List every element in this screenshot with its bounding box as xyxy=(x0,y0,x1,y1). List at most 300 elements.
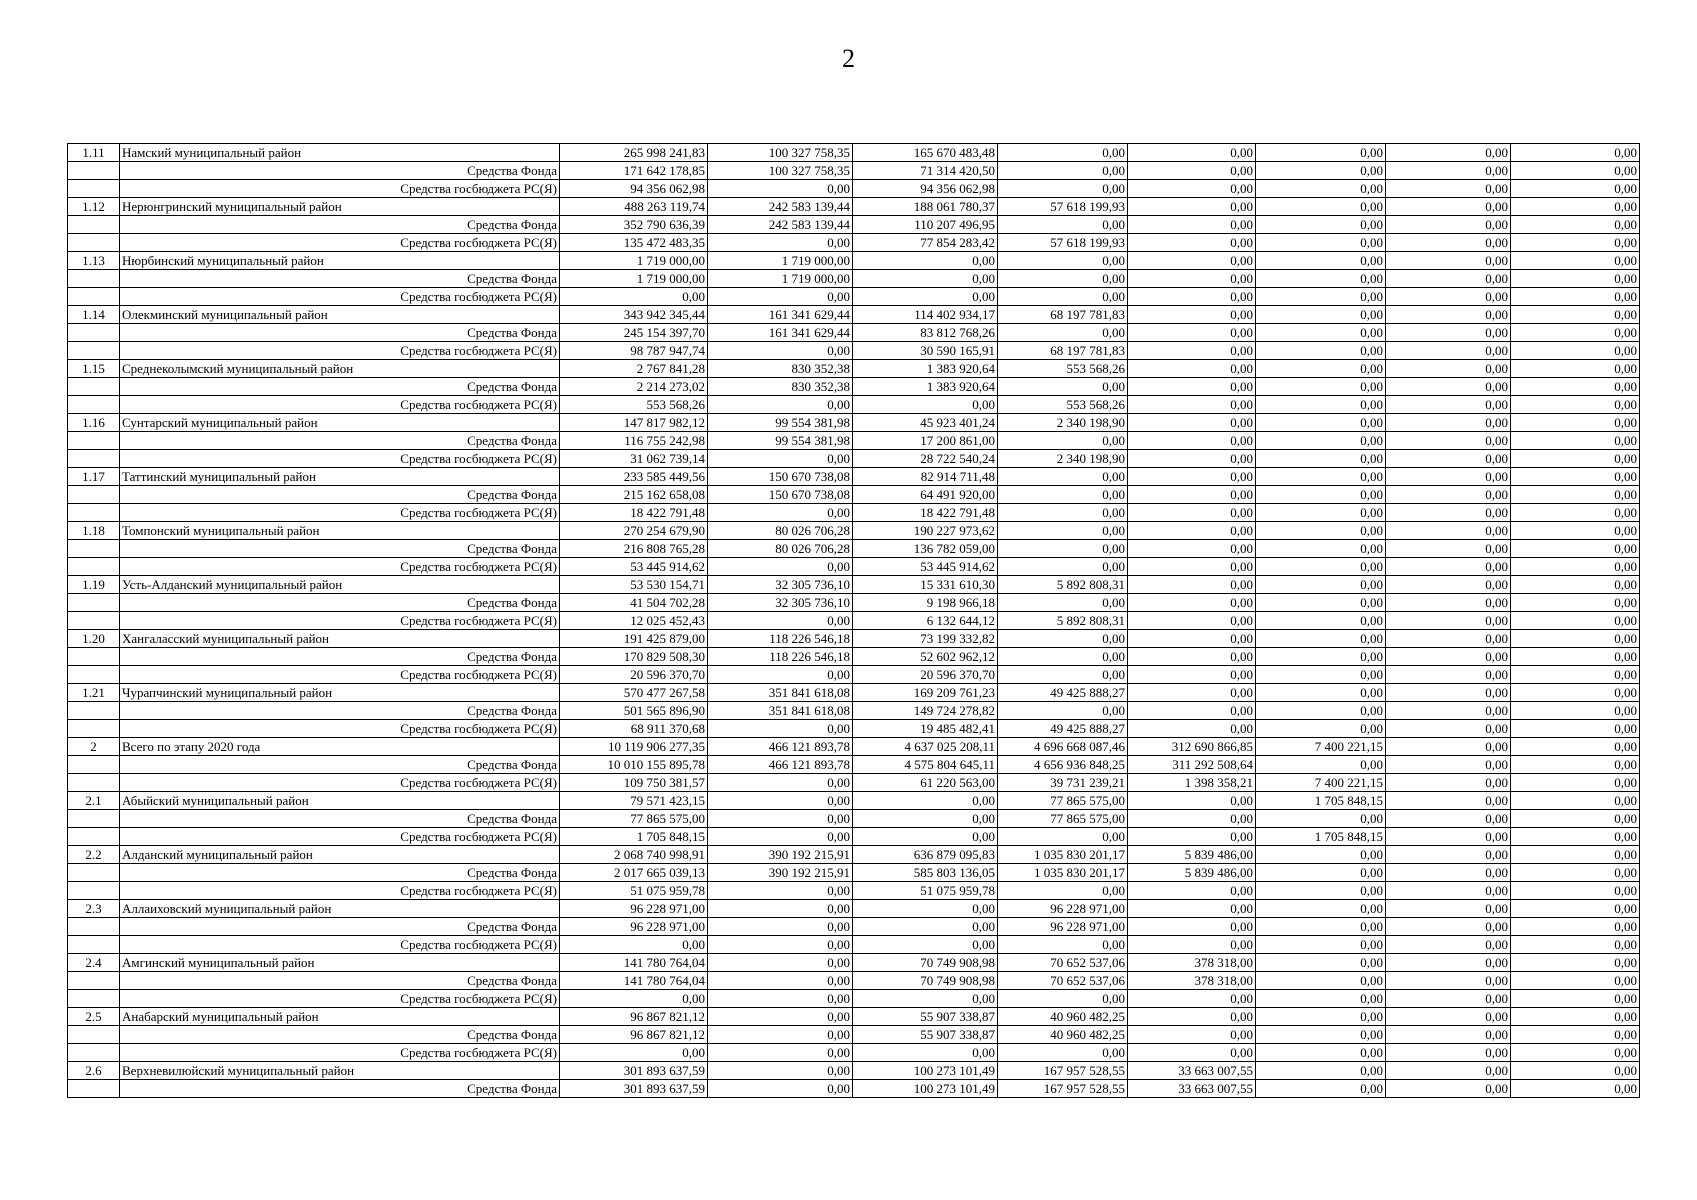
amount-cell: 49 425 888,27 xyxy=(998,684,1128,702)
row-number xyxy=(68,270,120,288)
amount-cell: 98 787 947,74 xyxy=(560,342,708,360)
amount-cell: 80 026 706,28 xyxy=(708,522,853,540)
amount-cell: 0,00 xyxy=(1386,792,1511,810)
row-number xyxy=(68,1044,120,1062)
amount-cell: 0,00 xyxy=(1386,1044,1511,1062)
amount-cell: 0,00 xyxy=(1128,270,1256,288)
amount-cell: 0,00 xyxy=(1128,180,1256,198)
funding-source-label: Средства госбюджета РС(Я) xyxy=(120,1044,560,1062)
district-name: Аллаиховский муниципальный район xyxy=(120,900,560,918)
amount-cell: 0,00 xyxy=(998,702,1128,720)
amount-cell: 0,00 xyxy=(1386,990,1511,1008)
amount-cell: 100 327 758,35 xyxy=(708,144,853,162)
amount-cell: 20 596 370,70 xyxy=(560,666,708,684)
amount-cell: 0,00 xyxy=(1511,1062,1640,1080)
amount-cell: 1 719 000,00 xyxy=(708,252,853,270)
amount-cell: 0,00 xyxy=(853,1044,998,1062)
amount-cell: 0,00 xyxy=(708,882,853,900)
funding-source-label: Средства Фонда xyxy=(120,594,560,612)
amount-cell: 0,00 xyxy=(1511,540,1640,558)
amount-cell: 0,00 xyxy=(1511,396,1640,414)
amount-cell: 6 132 644,12 xyxy=(853,612,998,630)
amount-cell: 0,00 xyxy=(1256,162,1386,180)
amount-cell: 0,00 xyxy=(1256,882,1386,900)
funding-source-label: Средства госбюджета РС(Я) xyxy=(120,612,560,630)
funding-source-label: Средства госбюджета РС(Я) xyxy=(120,558,560,576)
amount-cell: 0,00 xyxy=(708,504,853,522)
amount-cell: 0,00 xyxy=(1256,306,1386,324)
row-number xyxy=(68,486,120,504)
amount-cell: 265 998 241,83 xyxy=(560,144,708,162)
row-number xyxy=(68,162,120,180)
amount-cell: 466 121 893,78 xyxy=(708,738,853,756)
amount-cell: 51 075 959,78 xyxy=(853,882,998,900)
amount-cell: 0,00 xyxy=(1128,1044,1256,1062)
amount-cell: 165 670 483,48 xyxy=(853,144,998,162)
amount-cell: 0,00 xyxy=(998,144,1128,162)
amount-cell: 0,00 xyxy=(1256,1062,1386,1080)
amount-cell: 0,00 xyxy=(708,558,853,576)
funding-source-label: Средства Фонда xyxy=(120,702,560,720)
amount-cell: 0,00 xyxy=(1511,666,1640,684)
table-subrow xyxy=(68,504,1640,522)
amount-cell: 31 062 739,14 xyxy=(560,450,708,468)
amount-cell: 141 780 764,04 xyxy=(560,954,708,972)
amount-cell: 0,00 xyxy=(998,270,1128,288)
amount-cell: 0,00 xyxy=(1386,954,1511,972)
amount-cell: 0,00 xyxy=(1511,630,1640,648)
district-name: Верхневилюйский муниципальный район xyxy=(120,1062,560,1080)
funding-source-label: Средства госбюджета РС(Я) xyxy=(120,882,560,900)
amount-cell: 68 197 781,83 xyxy=(998,306,1128,324)
amount-cell: 0,00 xyxy=(1128,882,1256,900)
amount-cell: 0,00 xyxy=(1128,576,1256,594)
amount-cell: 0,00 xyxy=(998,486,1128,504)
amount-cell: 147 817 982,12 xyxy=(560,414,708,432)
row-number xyxy=(68,1080,120,1098)
row-number xyxy=(68,972,120,990)
district-name: Олекминский муниципальный район xyxy=(120,306,560,324)
amount-cell: 0,00 xyxy=(1511,162,1640,180)
amount-cell: 0,00 xyxy=(1386,558,1511,576)
amount-cell: 0,00 xyxy=(560,288,708,306)
amount-cell: 0,00 xyxy=(1386,594,1511,612)
table-row xyxy=(68,738,1640,756)
funding-source-label: Средства госбюджета РС(Я) xyxy=(120,720,560,738)
amount-cell: 55 907 338,87 xyxy=(853,1026,998,1044)
row-number: 1.16 xyxy=(68,414,120,432)
amount-cell: 0,00 xyxy=(1128,144,1256,162)
amount-cell: 9 198 966,18 xyxy=(853,594,998,612)
amount-cell: 55 907 338,87 xyxy=(853,1008,998,1026)
amount-cell: 7 400 221,15 xyxy=(1256,774,1386,792)
amount-cell: 0,00 xyxy=(1128,720,1256,738)
amount-cell: 0,00 xyxy=(708,990,853,1008)
funding-source-label: Средства Фонда xyxy=(120,486,560,504)
amount-cell: 0,00 xyxy=(708,234,853,252)
row-number xyxy=(68,342,120,360)
amount-cell: 167 957 528,55 xyxy=(998,1080,1128,1098)
amount-cell: 0,00 xyxy=(1128,504,1256,522)
amount-cell: 99 554 381,98 xyxy=(708,432,853,450)
amount-cell: 501 565 896,90 xyxy=(560,702,708,720)
amount-cell: 0,00 xyxy=(1128,486,1256,504)
amount-cell: 0,00 xyxy=(1386,846,1511,864)
amount-cell: 245 154 397,70 xyxy=(560,324,708,342)
amount-cell: 1 719 000,00 xyxy=(708,270,853,288)
amount-cell: 0,00 xyxy=(1386,486,1511,504)
amount-cell: 1 035 830 201,17 xyxy=(998,846,1128,864)
funding-source-label: Средства госбюджета РС(Я) xyxy=(120,288,560,306)
amount-cell: 100 273 101,49 xyxy=(853,1062,998,1080)
amount-cell: 0,00 xyxy=(1386,270,1511,288)
amount-cell: 0,00 xyxy=(1386,918,1511,936)
district-name: Нюрбинский муниципальный район xyxy=(120,252,560,270)
table-subrow xyxy=(68,540,1640,558)
amount-cell: 0,00 xyxy=(1386,432,1511,450)
amount-cell: 0,00 xyxy=(1511,918,1640,936)
row-number: 2.3 xyxy=(68,900,120,918)
amount-cell: 100 273 101,49 xyxy=(853,1080,998,1098)
row-number xyxy=(68,702,120,720)
amount-cell: 96 228 971,00 xyxy=(998,918,1128,936)
amount-cell: 0,00 xyxy=(998,288,1128,306)
table-row xyxy=(68,576,1640,594)
amount-cell: 0,00 xyxy=(853,270,998,288)
amount-cell: 0,00 xyxy=(1128,648,1256,666)
amount-cell: 0,00 xyxy=(998,594,1128,612)
amount-cell: 830 352,38 xyxy=(708,378,853,396)
amount-cell: 73 199 332,82 xyxy=(853,630,998,648)
row-number: 1.17 xyxy=(68,468,120,486)
funding-source-label: Средства Фонда xyxy=(120,540,560,558)
amount-cell: 39 731 239,21 xyxy=(998,774,1128,792)
funding-source-label: Средства Фонда xyxy=(120,324,560,342)
amount-cell: 0,00 xyxy=(1511,504,1640,522)
amount-cell: 96 867 821,12 xyxy=(560,1008,708,1026)
row-number: 1.18 xyxy=(68,522,120,540)
table-subrow xyxy=(68,594,1640,612)
amount-cell: 0,00 xyxy=(998,558,1128,576)
table-row xyxy=(68,1062,1640,1080)
amount-cell: 352 790 636,39 xyxy=(560,216,708,234)
amount-cell: 1 383 920,64 xyxy=(853,360,998,378)
amount-cell: 0,00 xyxy=(1256,684,1386,702)
amount-cell: 0,00 xyxy=(708,972,853,990)
table-subrow xyxy=(68,324,1640,342)
table-row xyxy=(68,846,1640,864)
amount-cell: 0,00 xyxy=(708,1080,853,1098)
amount-cell: 49 425 888,27 xyxy=(998,720,1128,738)
funding-source-label: Средства госбюджета РС(Я) xyxy=(120,396,560,414)
table-subrow xyxy=(68,756,1640,774)
amount-cell: 0,00 xyxy=(1256,234,1386,252)
amount-cell: 0,00 xyxy=(1256,324,1386,342)
row-number xyxy=(68,288,120,306)
row-number xyxy=(68,612,120,630)
amount-cell: 161 341 629,44 xyxy=(708,324,853,342)
amount-cell: 68 197 781,83 xyxy=(998,342,1128,360)
row-number xyxy=(68,666,120,684)
row-number xyxy=(68,324,120,342)
funding-source-label: Средства Фонда xyxy=(120,810,560,828)
amount-cell: 0,00 xyxy=(1511,774,1640,792)
amount-cell: 0,00 xyxy=(1128,162,1256,180)
amount-cell: 0,00 xyxy=(1128,198,1256,216)
amount-cell: 0,00 xyxy=(1386,720,1511,738)
amount-cell: 2 340 198,90 xyxy=(998,414,1128,432)
funding-source-label: Средства Фонда xyxy=(120,270,560,288)
amount-cell: 0,00 xyxy=(1256,198,1386,216)
amount-cell: 0,00 xyxy=(1511,864,1640,882)
amount-cell: 0,00 xyxy=(1386,576,1511,594)
amount-cell: 0,00 xyxy=(1511,1026,1640,1044)
amount-cell: 0,00 xyxy=(1128,918,1256,936)
district-name: Усть-Алданский муниципальный район xyxy=(120,576,560,594)
row-number xyxy=(68,504,120,522)
amount-cell: 0,00 xyxy=(998,378,1128,396)
amount-cell: 32 305 736,10 xyxy=(708,576,853,594)
amount-cell: 0,00 xyxy=(1128,810,1256,828)
amount-cell: 118 226 546,18 xyxy=(708,648,853,666)
row-number xyxy=(68,918,120,936)
amount-cell: 0,00 xyxy=(1511,468,1640,486)
amount-cell: 0,00 xyxy=(708,450,853,468)
row-number: 2.1 xyxy=(68,792,120,810)
row-number: 2.2 xyxy=(68,846,120,864)
row-number: 1.11 xyxy=(68,144,120,162)
amount-cell: 0,00 xyxy=(1386,468,1511,486)
amount-cell: 0,00 xyxy=(1386,756,1511,774)
amount-cell: 33 663 007,55 xyxy=(1128,1080,1256,1098)
amount-cell: 0,00 xyxy=(1386,396,1511,414)
amount-cell: 1 705 848,15 xyxy=(1256,828,1386,846)
amount-cell: 0,00 xyxy=(708,810,853,828)
amount-cell: 0,00 xyxy=(1511,936,1640,954)
amount-cell: 0,00 xyxy=(1256,378,1386,396)
amount-cell: 0,00 xyxy=(1386,378,1511,396)
table-row xyxy=(68,360,1640,378)
amount-cell: 0,00 xyxy=(1386,936,1511,954)
amount-cell: 40 960 482,25 xyxy=(998,1026,1128,1044)
row-number xyxy=(68,378,120,396)
budget-table xyxy=(67,143,1640,1098)
amount-cell: 0,00 xyxy=(1256,918,1386,936)
amount-cell: 0,00 xyxy=(1256,144,1386,162)
amount-cell: 1 719 000,00 xyxy=(560,252,708,270)
amount-cell: 0,00 xyxy=(1256,594,1386,612)
amount-cell: 0,00 xyxy=(1128,540,1256,558)
amount-cell: 0,00 xyxy=(1511,900,1640,918)
table-row xyxy=(68,306,1640,324)
amount-cell: 2 214 273,02 xyxy=(560,378,708,396)
table-subrow xyxy=(68,216,1640,234)
table-subrow xyxy=(68,180,1640,198)
amount-cell: 0,00 xyxy=(1386,774,1511,792)
amount-cell: 0,00 xyxy=(1511,378,1640,396)
amount-cell: 0,00 xyxy=(1511,612,1640,630)
table-subrow xyxy=(68,1026,1640,1044)
amount-cell: 0,00 xyxy=(708,918,853,936)
amount-cell: 0,00 xyxy=(1128,324,1256,342)
amount-cell: 82 914 711,48 xyxy=(853,468,998,486)
amount-cell: 0,00 xyxy=(1128,468,1256,486)
row-number xyxy=(68,828,120,846)
amount-cell: 0,00 xyxy=(1511,198,1640,216)
amount-cell: 0,00 xyxy=(998,990,1128,1008)
amount-cell: 0,00 xyxy=(1511,576,1640,594)
funding-source-label: Средства Фонда xyxy=(120,432,560,450)
amount-cell: 5 839 486,00 xyxy=(1128,864,1256,882)
amount-cell: 0,00 xyxy=(998,504,1128,522)
amount-cell: 77 865 575,00 xyxy=(560,810,708,828)
amount-cell: 1 719 000,00 xyxy=(560,270,708,288)
table-subrow xyxy=(68,648,1640,666)
funding-source-label: Средства Фонда xyxy=(120,216,560,234)
amount-cell: 0,00 xyxy=(1386,684,1511,702)
row-number: 1.15 xyxy=(68,360,120,378)
amount-cell: 0,00 xyxy=(853,792,998,810)
amount-cell: 0,00 xyxy=(1256,972,1386,990)
amount-cell: 0,00 xyxy=(1511,432,1640,450)
amount-cell: 233 585 449,56 xyxy=(560,468,708,486)
amount-cell: 0,00 xyxy=(998,936,1128,954)
district-name: Сунтарский муниципальный район xyxy=(120,414,560,432)
funding-source-label: Средства госбюджета РС(Я) xyxy=(120,666,560,684)
amount-cell: 118 226 546,18 xyxy=(708,630,853,648)
amount-cell: 0,00 xyxy=(1386,1080,1511,1098)
amount-cell: 0,00 xyxy=(1511,702,1640,720)
row-number xyxy=(68,864,120,882)
amount-cell: 0,00 xyxy=(998,180,1128,198)
amount-cell: 1 035 830 201,17 xyxy=(998,864,1128,882)
amount-cell: 0,00 xyxy=(1128,828,1256,846)
table-row xyxy=(68,468,1640,486)
amount-cell: 0,00 xyxy=(1256,270,1386,288)
funding-source-label: Средства госбюджета РС(Я) xyxy=(120,936,560,954)
amount-cell: 30 590 165,91 xyxy=(853,342,998,360)
amount-cell: 0,00 xyxy=(1386,630,1511,648)
row-number: 1.14 xyxy=(68,306,120,324)
amount-cell: 0,00 xyxy=(1128,342,1256,360)
amount-cell: 4 696 668 087,46 xyxy=(998,738,1128,756)
funding-source-label: Средства госбюджета РС(Я) xyxy=(120,180,560,198)
district-name: Всего по этапу 2020 года xyxy=(120,738,560,756)
amount-cell: 0,00 xyxy=(1256,360,1386,378)
amount-cell: 0,00 xyxy=(853,828,998,846)
amount-cell: 0,00 xyxy=(560,936,708,954)
row-number: 1.13 xyxy=(68,252,120,270)
amount-cell: 18 422 791,48 xyxy=(560,504,708,522)
amount-cell: 0,00 xyxy=(1128,594,1256,612)
amount-cell: 10 119 906 277,35 xyxy=(560,738,708,756)
table-subrow xyxy=(68,666,1640,684)
amount-cell: 5 892 808,31 xyxy=(998,612,1128,630)
amount-cell: 0,00 xyxy=(1128,666,1256,684)
amount-cell: 0,00 xyxy=(1386,612,1511,630)
amount-cell: 0,00 xyxy=(1386,504,1511,522)
amount-cell: 0,00 xyxy=(708,1062,853,1080)
amount-cell: 0,00 xyxy=(1256,396,1386,414)
amount-cell: 10 010 155 895,78 xyxy=(560,756,708,774)
amount-cell: 0,00 xyxy=(1256,540,1386,558)
amount-cell: 215 162 658,08 xyxy=(560,486,708,504)
amount-cell: 7 400 221,15 xyxy=(1256,738,1386,756)
row-number xyxy=(68,1026,120,1044)
amount-cell: 0,00 xyxy=(1386,360,1511,378)
amount-cell: 4 656 936 848,25 xyxy=(998,756,1128,774)
amount-cell: 171 642 178,85 xyxy=(560,162,708,180)
row-number: 1.19 xyxy=(68,576,120,594)
row-number xyxy=(68,594,120,612)
table-row xyxy=(68,1008,1640,1026)
amount-cell: 61 220 563,00 xyxy=(853,774,998,792)
row-number xyxy=(68,936,120,954)
amount-cell: 0,00 xyxy=(708,288,853,306)
amount-cell: 0,00 xyxy=(1128,990,1256,1008)
amount-cell: 141 780 764,04 xyxy=(560,972,708,990)
amount-cell: 0,00 xyxy=(1511,180,1640,198)
amount-cell: 0,00 xyxy=(1128,252,1256,270)
amount-cell: 0,00 xyxy=(1386,810,1511,828)
amount-cell: 466 121 893,78 xyxy=(708,756,853,774)
amount-cell: 0,00 xyxy=(708,936,853,954)
amount-cell: 0,00 xyxy=(998,468,1128,486)
amount-cell: 0,00 xyxy=(1386,414,1511,432)
amount-cell: 0,00 xyxy=(998,522,1128,540)
amount-cell: 0,00 xyxy=(1386,900,1511,918)
amount-cell: 116 755 242,98 xyxy=(560,432,708,450)
district-name: Нерюнгринский муниципальный район xyxy=(120,198,560,216)
amount-cell: 0,00 xyxy=(1256,486,1386,504)
amount-cell: 0,00 xyxy=(1386,288,1511,306)
table-subrow xyxy=(68,828,1640,846)
amount-cell: 161 341 629,44 xyxy=(708,306,853,324)
amount-cell: 553 568,26 xyxy=(998,360,1128,378)
district-name: Алданский муниципальный район xyxy=(120,846,560,864)
amount-cell: 270 254 679,90 xyxy=(560,522,708,540)
amount-cell: 0,00 xyxy=(708,828,853,846)
amount-cell: 53 530 154,71 xyxy=(560,576,708,594)
amount-cell: 0,00 xyxy=(1256,504,1386,522)
amount-cell: 40 960 482,25 xyxy=(998,1008,1128,1026)
amount-cell: 94 356 062,98 xyxy=(560,180,708,198)
amount-cell: 150 670 738,08 xyxy=(708,468,853,486)
table-subrow xyxy=(68,270,1640,288)
table-row xyxy=(68,252,1640,270)
row-number: 1.20 xyxy=(68,630,120,648)
amount-cell: 0,00 xyxy=(1511,882,1640,900)
amount-cell: 0,00 xyxy=(1128,288,1256,306)
amount-cell: 0,00 xyxy=(1256,216,1386,234)
amount-cell: 0,00 xyxy=(1511,360,1640,378)
amount-cell: 0,00 xyxy=(998,252,1128,270)
amount-cell: 52 602 962,12 xyxy=(853,648,998,666)
amount-cell: 1 705 848,15 xyxy=(1256,792,1386,810)
table-row xyxy=(68,198,1640,216)
amount-cell: 0,00 xyxy=(1511,1008,1640,1026)
amount-cell: 28 722 540,24 xyxy=(853,450,998,468)
amount-cell: 0,00 xyxy=(1386,324,1511,342)
amount-cell: 0,00 xyxy=(998,216,1128,234)
amount-cell: 33 663 007,55 xyxy=(1128,1062,1256,1080)
amount-cell: 830 352,38 xyxy=(708,360,853,378)
amount-cell: 0,00 xyxy=(1386,972,1511,990)
amount-cell: 553 568,26 xyxy=(560,396,708,414)
amount-cell: 0,00 xyxy=(560,1044,708,1062)
amount-cell: 0,00 xyxy=(1256,810,1386,828)
amount-cell: 0,00 xyxy=(1128,360,1256,378)
